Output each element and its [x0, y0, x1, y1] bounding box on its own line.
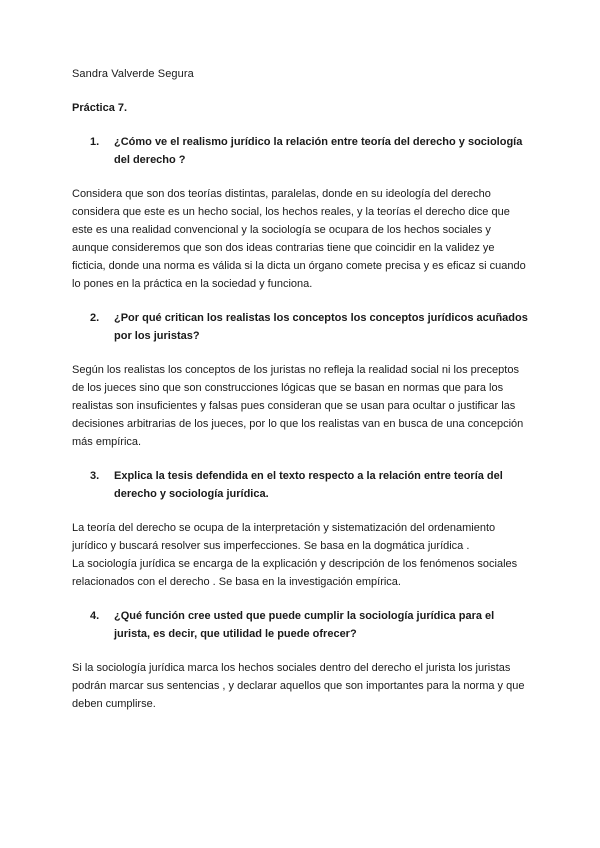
answer-paragraph: La teoría del derecho se ocupa de la interpretación y sistematización del ordenamiento jurídico y buscará resolver sus imperfecciones. Se basa en la dogmática jurídica .: [72, 522, 496, 552]
question-text: Explica la tesis defendida en el texto respecto a la relación entre teoría del derecho y sociología jurídica.: [114, 470, 503, 500]
answer-paragraph: Según los realistas los conceptos de los juristas no refleja la realidad social ni los preceptos de los jueces sino que son construcciones lógicas que se basan en normas que para los realistas son insuficientes y falsas pues consideran que se usan para ocultar o justificar las decisiones arbitrarias de los jueces, por lo que los realistas van en busca de una concepción más empírica.: [72, 364, 524, 448]
question-text: ¿Qué función cree usted que puede cumplir la sociología jurídica para el jurista, es decir, que utilidad le puede ofrecer?: [114, 610, 495, 640]
question-3: [72, 467, 528, 503]
author-name: Sandra Valverde Segura: [72, 68, 194, 80]
answer-3: [72, 519, 528, 591]
answer-4: [72, 659, 528, 713]
document-title: Práctica 7.: [72, 102, 128, 114]
question-4: [72, 607, 528, 643]
answer-paragraph: La sociología jurídica se encarga de la explicación y descripción de los fenómenos sociales relacionados con el derecho . Se basa en la investigación empírica.: [72, 558, 518, 588]
document-body: [72, 65, 528, 729]
question-number: 2.: [90, 312, 100, 324]
question-1: [72, 133, 528, 169]
question-number: 4.: [90, 610, 100, 622]
answer-paragraph: Si la sociología jurídica marca los hechos sociales dentro del derecho el jurista los juristas podrán marcar sus sentencias , y declarar aquellos que son importantes para la norma y que deben cumplirse.: [72, 662, 525, 710]
question-text: ¿Cómo ve el realismo jurídico la relación entre teoría del derecho y sociología del derecho ?: [114, 136, 523, 166]
question-text: ¿Por qué critican los realistas los conceptos los conceptos jurídicos acuñados por los juristas?: [114, 312, 528, 342]
answer-1: [72, 185, 528, 293]
question-number: 1.: [90, 136, 100, 148]
question-number: 3.: [90, 470, 100, 482]
answer-paragraph: Considera que son dos teorías distintas, paralelas, donde en su ideología del derecho considera que este es un hecho social, los hechos reales, y la teorías el derecho dice que este es una realidad convencional y la sociología se ocupara de los hechos sociales y aunque consideremos que son dos ideas contrarias tiene que coincidir en la validez ye ficticia, donde una norma es válida si la dicta un órgano comete precisa y es eficaz si cuando lo pones en la práctica en la sociedad y funciona.: [72, 188, 526, 290]
answer-2: [72, 361, 528, 451]
question-2: [72, 309, 528, 345]
